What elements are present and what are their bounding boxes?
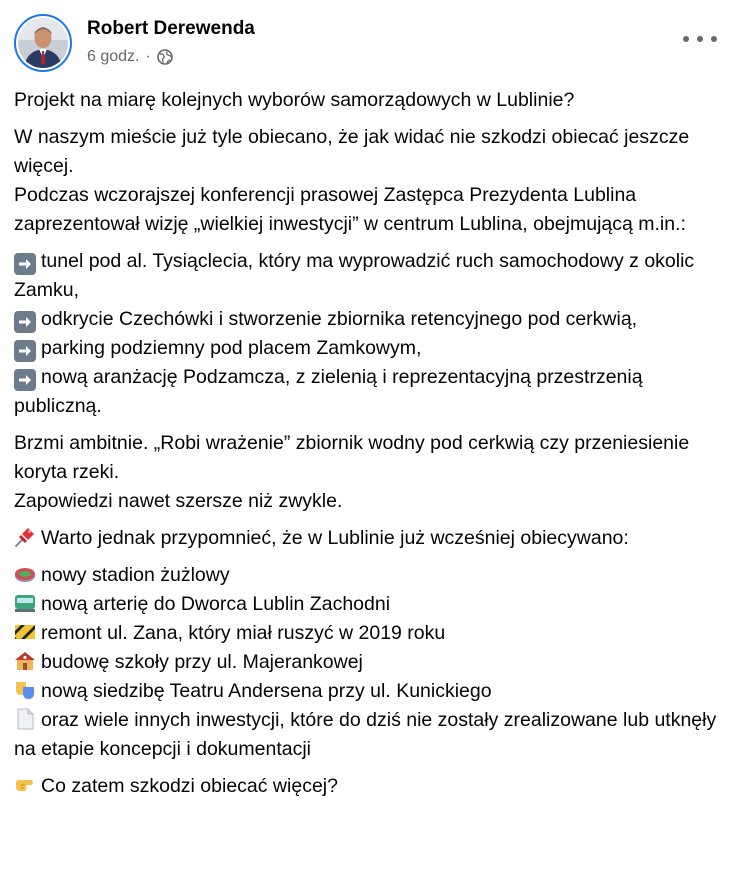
stadium-icon xyxy=(14,563,36,585)
list-item xyxy=(14,590,727,619)
right-arrow-icon xyxy=(14,340,36,362)
post-text: Brzmi ambitnie. „Robi wrażenie” zbiornik wodny pod cerkwią czy przeniesienie koryta rzeki. xyxy=(14,432,690,483)
list-item xyxy=(14,247,727,305)
list-item-text: nową arterię do Dworca Lublin Zachodni xyxy=(41,593,391,615)
list-item xyxy=(14,363,727,421)
right-arrow-icon xyxy=(14,253,36,275)
performing-arts-icon xyxy=(14,679,36,701)
list-item-text: oraz wiele innych inwestycji, które do dziś nie zostały zrealizowane lub utknęły na etapie koncepcji i dokumentacji xyxy=(14,709,717,760)
more-options-icon[interactable] xyxy=(683,28,717,50)
post-paragraph xyxy=(14,772,727,801)
post-text: W naszym mieście już tyle obiecano, że jak widać nie szkodzi obiecać jeszcze więcej. xyxy=(14,126,690,177)
list-item-text: nowy stadion żużlowy xyxy=(41,564,230,586)
post-text: Zapowiedzi nawet szersze niż zwykle. xyxy=(14,490,343,512)
list-item-text: parking podziemny pod placem Zamkowym, xyxy=(41,337,422,359)
post-text: Podczas wczorajszej konferencji prasowej Zastępca Prezydenta Lublina zaprezentował wizję „wielkiej inwestycji” w centrum Lublina, obejmującą m.in.: xyxy=(14,184,686,235)
page-icon xyxy=(14,708,36,730)
more-dot xyxy=(711,36,717,42)
profile-photo xyxy=(18,18,68,68)
list-item xyxy=(14,706,727,764)
construction-icon xyxy=(14,621,36,643)
author-name[interactable]: Robert Derewenda xyxy=(87,18,255,39)
school-icon xyxy=(14,650,36,672)
post-time[interactable]: 6 godz. xyxy=(87,48,140,65)
post-paragraph xyxy=(14,524,727,553)
list-item-text: budowę szkoły przy ul. Majerankowej xyxy=(41,651,363,673)
right-arrow-icon xyxy=(14,311,36,333)
list-item-text: odkrycie Czechówki i stworzenie zbiornika retencyjnego pod cerkwią, xyxy=(41,308,638,330)
list-item xyxy=(14,648,727,677)
pushpin-icon xyxy=(14,526,36,548)
post-paragraph xyxy=(14,123,727,239)
promises-list xyxy=(14,561,727,764)
list-item xyxy=(14,619,727,648)
list-item xyxy=(14,677,727,706)
list-item-text: nową aranżację Podzamcza, z zielenią i reprezentacyjną przestrzenią publiczną. xyxy=(14,366,643,417)
post-text: Projekt na miarę kolejnych wyborów samorządowych w Lublinie? xyxy=(14,89,575,111)
globe-icon[interactable] xyxy=(157,49,173,65)
more-dot xyxy=(697,36,703,42)
post-text: Warto jednak przypomnieć, że w Lublinie już wcześniej obiecywano: xyxy=(41,527,629,549)
list-item-text: nową siedzibę Teatru Andersena przy ul. Kunickiego xyxy=(41,680,492,702)
post-header xyxy=(14,14,727,74)
more-dot xyxy=(683,36,689,42)
post-paragraph xyxy=(14,86,727,115)
avatar[interactable] xyxy=(14,14,72,72)
post-text: Co zatem szkodzi obiecać więcej? xyxy=(41,775,338,797)
list-item-text: tunel pod al. Tysiąclecia, który ma wyprowadzić ruch samochodowy z okolic Zamku, xyxy=(14,250,695,301)
list-item xyxy=(14,305,727,334)
meta-separator: · xyxy=(145,48,151,65)
list-item xyxy=(14,334,727,363)
pointing-right-icon xyxy=(14,774,36,796)
list-item xyxy=(14,561,727,590)
list-item-text: remont ul. Zana, który miał ruszyć w 2019 roku xyxy=(41,622,446,644)
right-arrow-icon xyxy=(14,369,36,391)
bullet-list xyxy=(14,247,727,421)
railway-car-icon xyxy=(14,592,36,614)
post-paragraph xyxy=(14,429,727,516)
post-meta xyxy=(87,47,173,67)
post-body xyxy=(14,86,727,809)
